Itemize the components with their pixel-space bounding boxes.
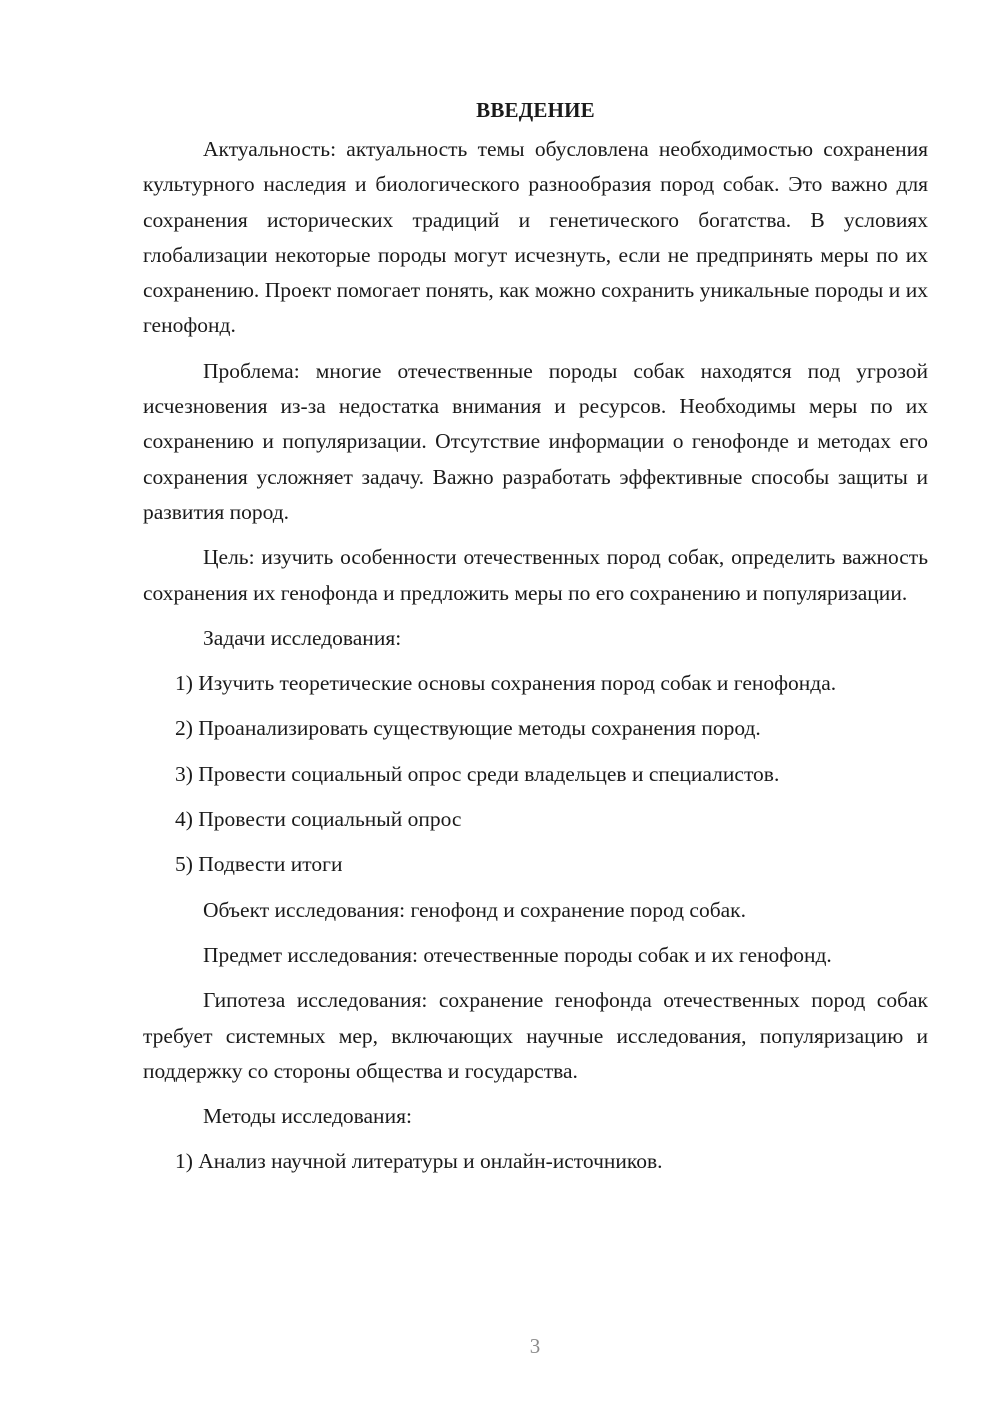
paragraph-hypothesis: Гипотеза исследования: сохранение генофонда отечественных пород собак требует системных мер, включающих научные исследования, популяризацию и поддержку со стороны общества и государства.: [143, 988, 928, 1083]
task-item-4: 4) Провести социальный опрос: [175, 807, 462, 832]
paragraph-relevance: Актуальность: актуальность темы обусловлена необходимостью сохранения культурного наследия и биологического разнообразия пород собак. Это важно для сохранения исторических традиций и генетического богатства. В условиях глобализации некоторые породы могут исчезнуть, если не предпринять меры по их сохранению. Проект помогает понять, как можно сохранить уникальные породы и их генофонд.: [143, 137, 928, 338]
task-item-1: 1) Изучить теоретические основы сохранения пород собак и генофонда.: [175, 671, 837, 696]
method-item-1: 1) Анализ научной литературы и онлайн-источников.: [175, 1149, 663, 1174]
paragraph-problem: Проблема: многие отечественные породы собак находятся под угрозой исчезновения из-за недостатка внимания и ресурсов. Необходимы меры по их сохранению и популяризации. Отсутствие информации о генофонде и методах его сохранения усложняет задачу. Важно разработать эффективные способы защиты и развития пород.: [143, 358, 928, 524]
paragraph-methods-heading: Методы исследования:: [203, 1104, 412, 1129]
paragraph-subject: Предмет исследования: отечественные породы собак и их генофонд.: [203, 942, 832, 967]
task-item-3: 3) Провести социальный опрос среди владельцев и специалистов.: [175, 761, 780, 786]
paragraph-tasks-heading: Задачи исследования:: [203, 625, 402, 650]
page-content: [143, 94, 928, 1180]
section-heading: ВВЕДЕНИЕ: [476, 98, 595, 122]
paragraph-goal: Цель: изучить особенности отечественных пород собак, определить важность сохранения их генофонда и предложить меры по его сохранению и популяризации.: [143, 545, 928, 605]
page-number: 3: [529, 1334, 541, 1358]
task-item-5: 5) Подвести итоги: [175, 852, 343, 877]
paragraph-object: Объект исследования: генофонд и сохранение пород собак.: [203, 897, 746, 922]
task-item-2: 2) Проанализировать существующие методы сохранения пород.: [175, 716, 761, 741]
